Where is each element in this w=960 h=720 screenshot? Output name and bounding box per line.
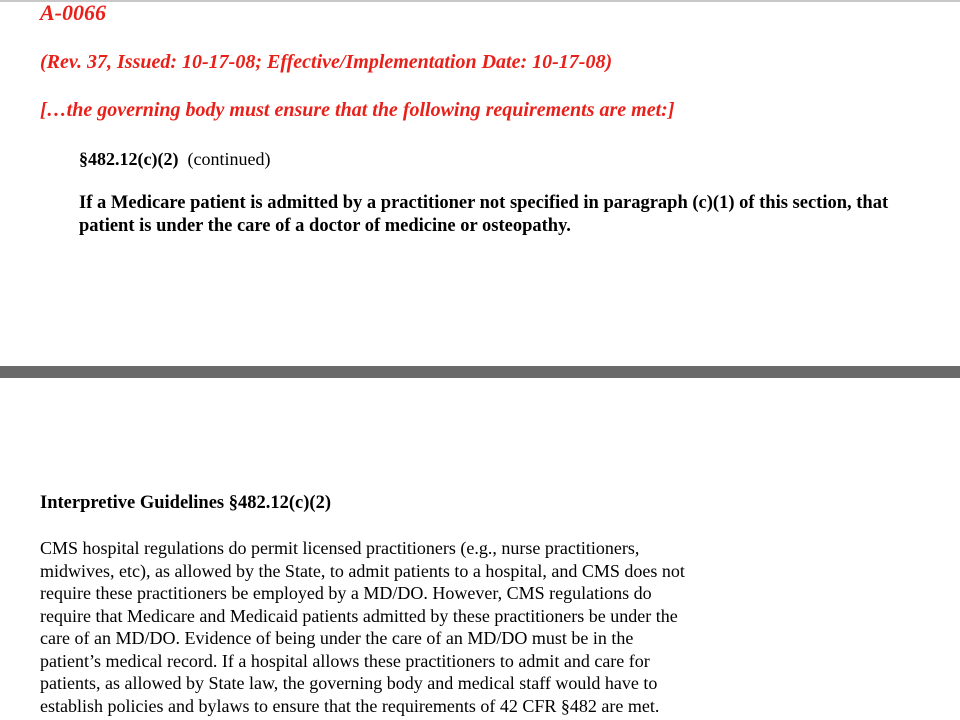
body-line: care of an MD/DO. Evidence of being under the care of an MD/DO must be in the <box>40 628 634 648</box>
body-line: midwives, etc), as allowed by the State, to admit patients to a hospital, and CMS does not <box>40 560 685 581</box>
body-line: patient’s medical record. If a hospital allows these practitioners to admit and care for <box>40 650 650 671</box>
section-number: §482.12(c)(2) <box>79 149 179 169</box>
interpretive-guidelines-heading: Interpretive Guidelines §482.12(c)(2) <box>40 493 331 513</box>
regulation-text: If a Medicare patient is admitted by a practitioner not specified in paragraph (c)(1) of this section, that patient is under the care of a doctor of medicine or osteopathy. <box>79 193 889 236</box>
page-top-edge <box>0 0 960 2</box>
section-citation <box>79 148 270 170</box>
interpretive-guidelines-body <box>40 537 940 717</box>
page-separator <box>0 366 960 378</box>
section-note <box>183 149 270 169</box>
section-note-text: (continued) <box>187 149 271 169</box>
body-line: require these practitioners be employed by a MD/DO. However, CMS regulations do <box>40 583 652 603</box>
body-line: CMS hospital regulations do permit licensed practitioners (e.g., nurse practitioners, <box>40 538 640 558</box>
body-line: establish policies and bylaws to ensure that the requirements of 42 CFR §482 are met. <box>40 695 660 716</box>
body-line: patients, as allowed by State law, the governing body and medical staff would have to <box>40 673 658 693</box>
revision-line: (Rev. 37, Issued: 10-17-08; Effective/Implementation Date: 10-17-08) <box>40 51 613 73</box>
body-line: require that Medicare and Medicaid patients admitted by these practitioners be under the <box>40 605 678 626</box>
governing-body-clause: […the governing body must ensure that the following requirements are met:] <box>40 99 675 121</box>
tag-id: A-0066 <box>40 0 106 25</box>
